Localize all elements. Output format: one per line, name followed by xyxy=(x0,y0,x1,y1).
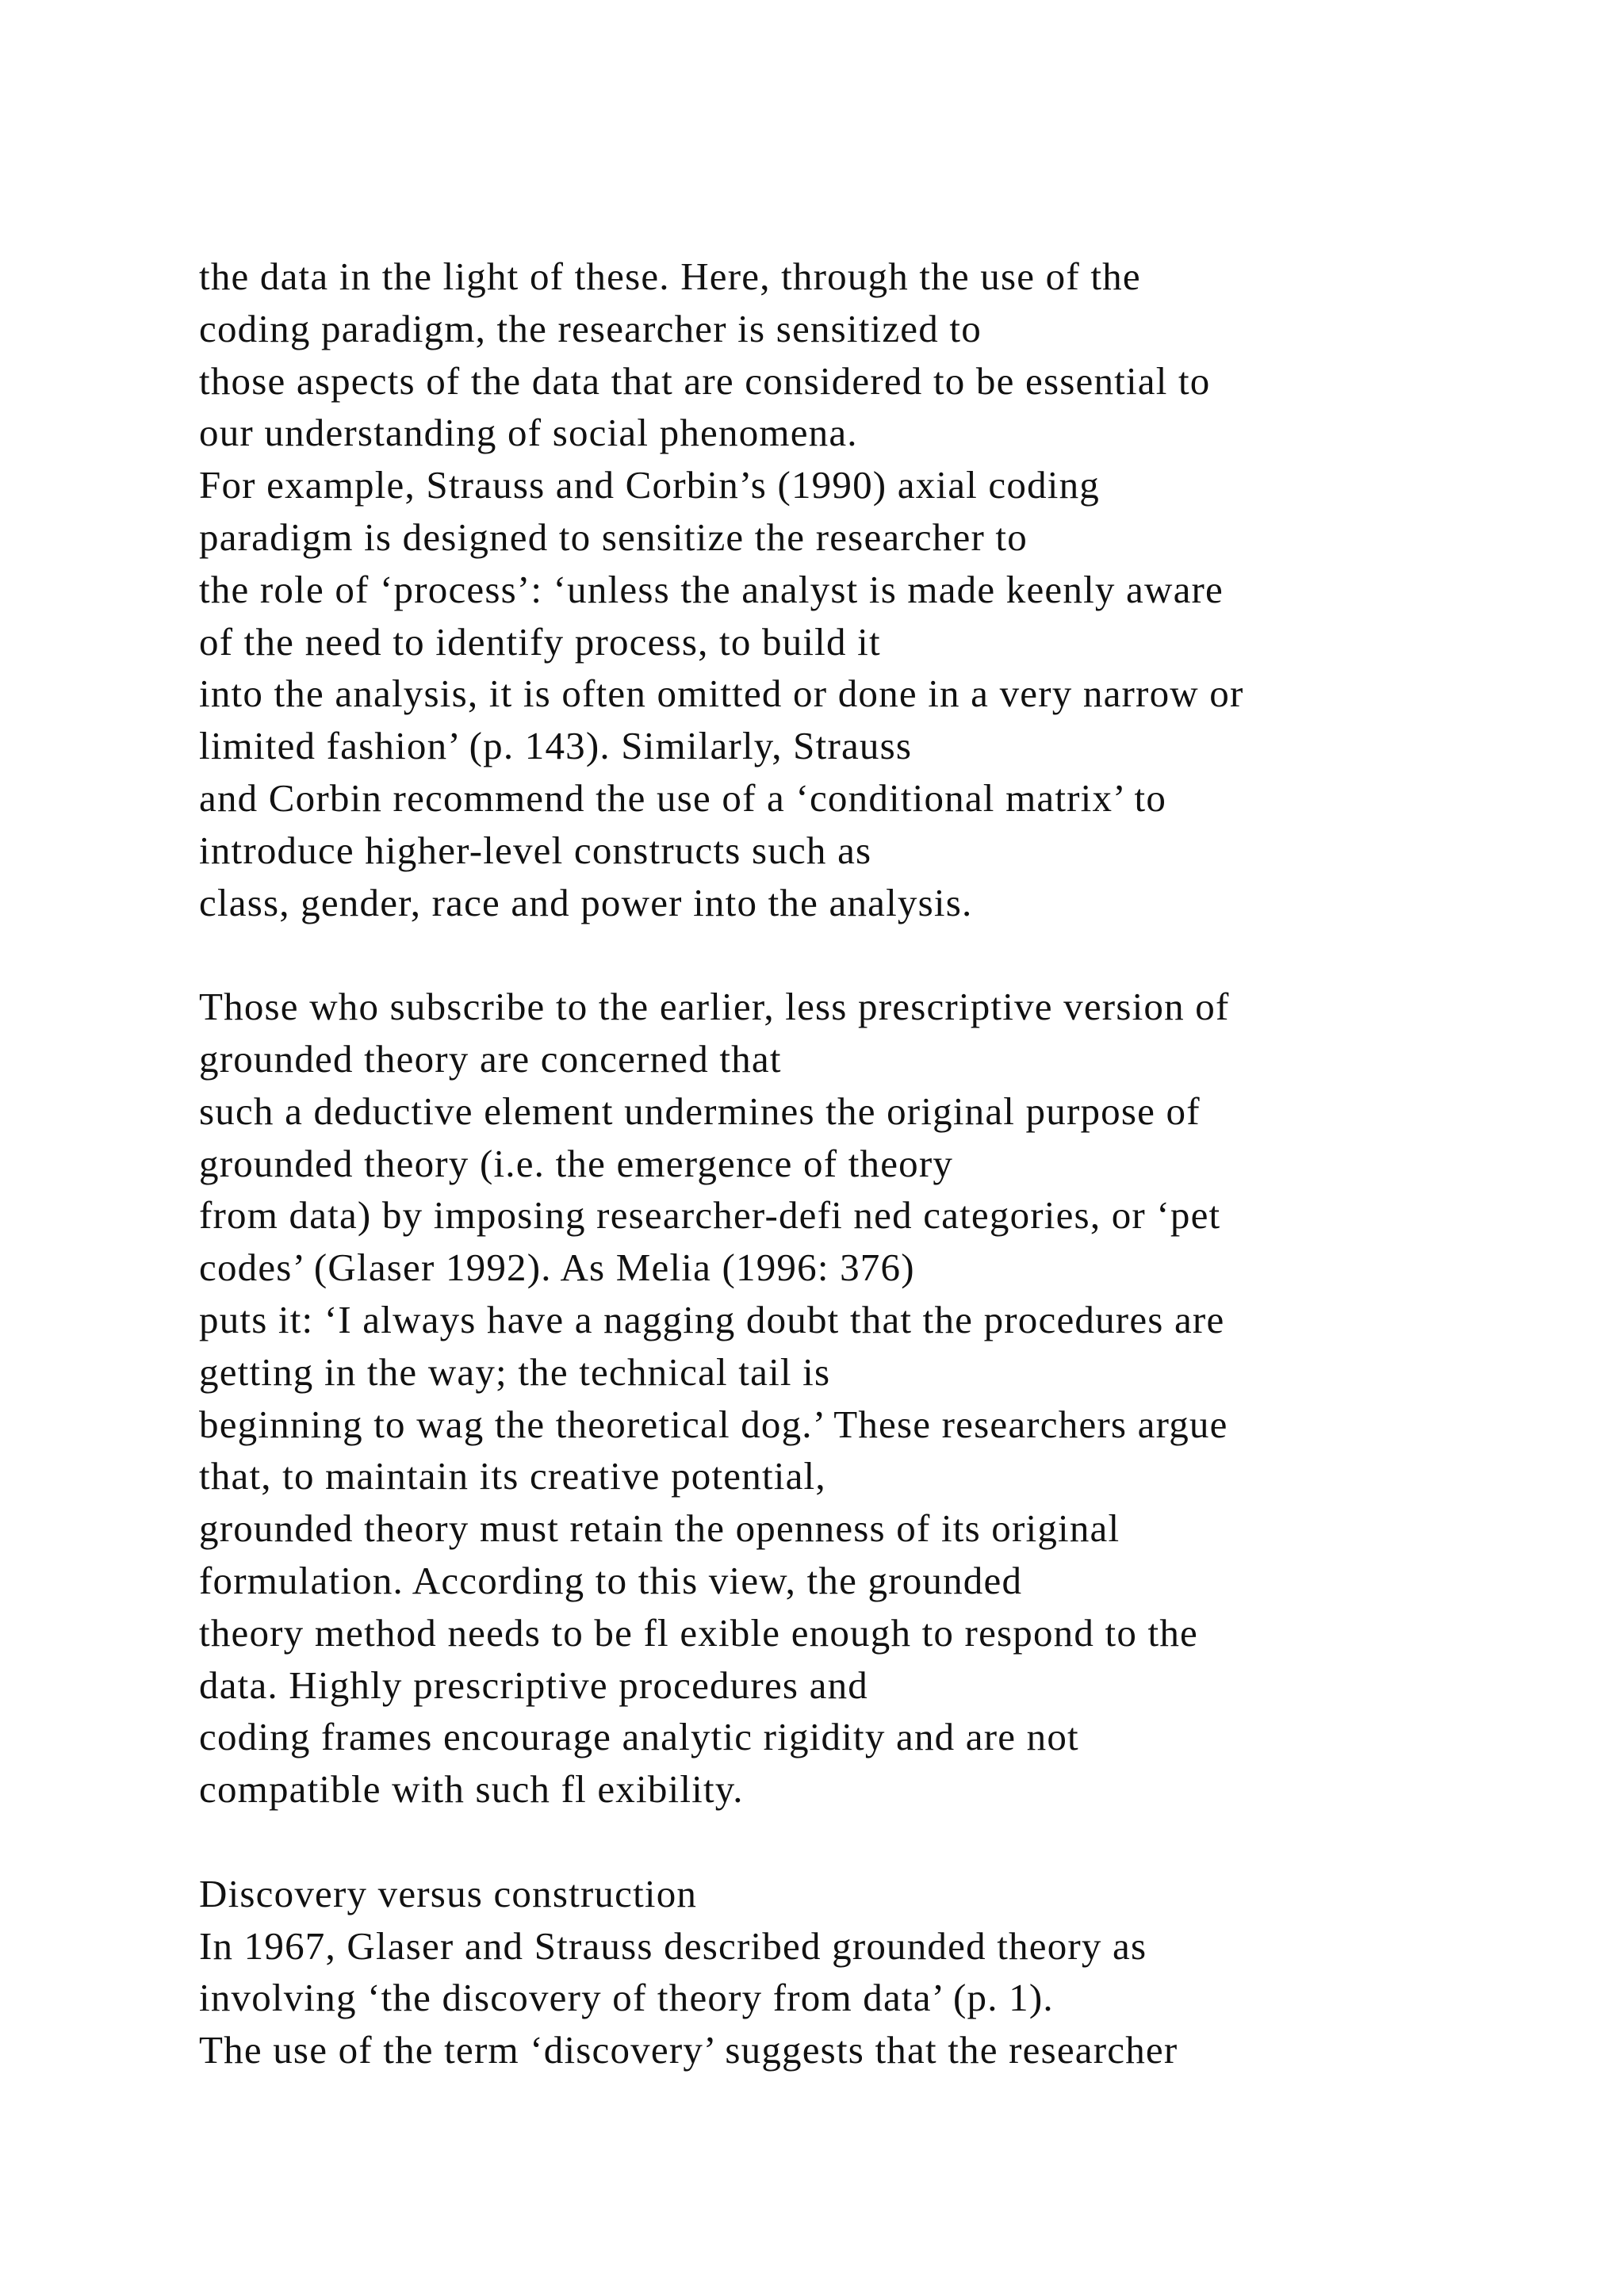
text-line: For example, Strauss and Corbin’s (1990) axial coding xyxy=(199,463,1100,507)
text-line: In 1967, Glaser and Strauss described grounded theory as xyxy=(199,1923,1147,1968)
text-line: codes’ (Glaser 1992). As Melia (1996: 376) xyxy=(199,1246,915,1290)
text-line: from data) by imposing researcher-defi ned categories, or ‘pet xyxy=(199,1193,1221,1238)
text-line: introduce higher-level constructs such as xyxy=(199,828,872,872)
text-line: paradigm is designed to sensitize the researcher to xyxy=(199,515,1028,559)
text-line: compatible with such fl exibility. xyxy=(199,1767,744,1812)
text-line: beginning to wag the theoretical dog.’ These researchers argue xyxy=(199,1402,1228,1446)
text-line: grounded theory are concerned that xyxy=(199,1036,782,1081)
text-line: the data in the light of these. Here, through the use of the xyxy=(199,254,1141,298)
text-line: coding frames encourage analytic rigidity and are not xyxy=(199,1715,1079,1759)
text-line: that, to maintain its creative potential, xyxy=(199,1454,826,1498)
text-line: Those who subscribe to the earlier, less prescriptive version of xyxy=(199,985,1230,1029)
text-line: The use of the term ‘discovery’ suggests that the researcher xyxy=(199,2028,1178,2072)
text-line: into the analysis, it is often omitted or done in a very narrow or xyxy=(199,672,1244,716)
text-line: formulation. According to this view, the grounded xyxy=(199,1558,1023,1602)
paragraph-prescriptive-debate xyxy=(199,981,1595,1816)
text-line: puts it: ‘I always have a nagging doubt that the procedures are xyxy=(199,1297,1225,1341)
text-line: class, gender, race and power into the analysis. xyxy=(199,880,973,924)
paragraph-gap xyxy=(199,928,1595,981)
text-line: of the need to identify process, to build it xyxy=(199,619,881,664)
text-line: such a deductive element undermines the original purpose of xyxy=(199,1089,1201,1133)
document-body xyxy=(199,251,1595,2076)
paragraph-gap xyxy=(199,1816,1595,1868)
section-heading: Discovery versus construction xyxy=(199,1871,698,1915)
text-line: grounded theory must retain the openness of its original xyxy=(199,1506,1120,1551)
paragraph-coding-paradigm xyxy=(199,251,1595,928)
text-line: involving ‘the discovery of theory from data’ (p. 1). xyxy=(199,1976,1054,2020)
text-line: limited fashion’ (p. 143). Similarly, Strauss xyxy=(199,724,913,768)
text-line: data. Highly prescriptive procedures and xyxy=(199,1663,868,1707)
text-line: coding paradigm, the researcher is sensitized to xyxy=(199,306,982,350)
text-line: our understanding of social phenomena. xyxy=(199,411,858,455)
text-line: the role of ‘process’: ‘unless the analyst is made keenly aware xyxy=(199,567,1224,611)
text-line: those aspects of the data that are considered to be essential to xyxy=(199,358,1211,403)
text-line: theory method needs to be fl exible enough to respond to the xyxy=(199,1610,1198,1655)
text-line: getting in the way; the technical tail is xyxy=(199,1349,831,1394)
text-line: grounded theory (i.e. the emergence of theory xyxy=(199,1141,954,1185)
paragraph-discovery-vs-construction xyxy=(199,1868,1595,2076)
text-line: and Corbin recommend the use of a ‘conditional matrix’ to xyxy=(199,775,1167,820)
